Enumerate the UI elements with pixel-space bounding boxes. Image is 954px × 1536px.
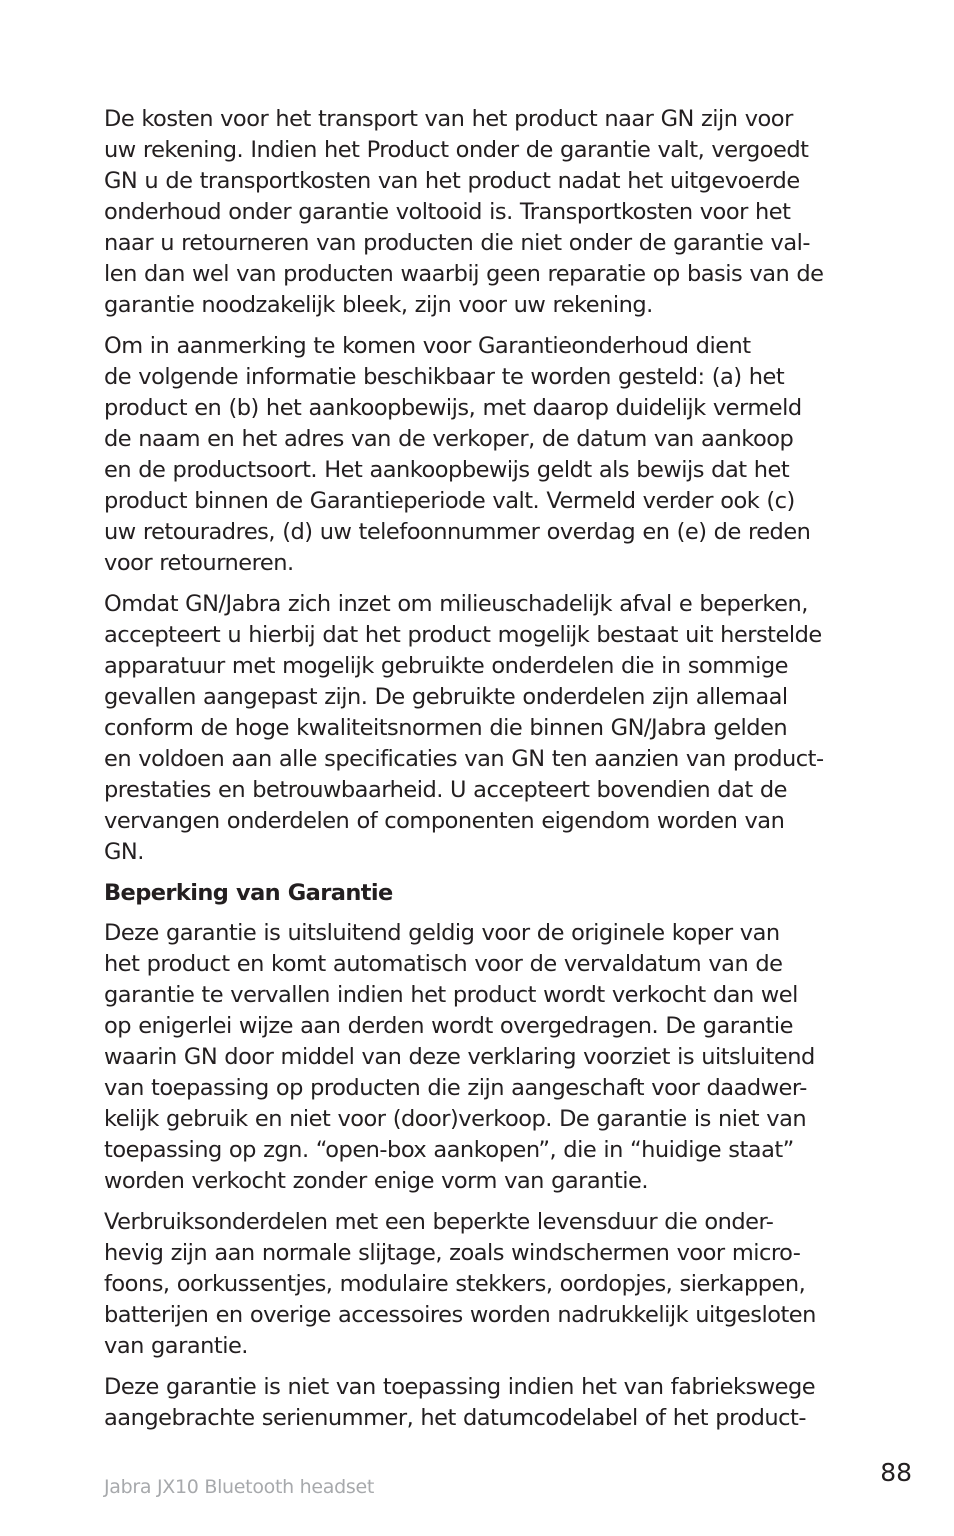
text-line: conform de hoge kwaliteitsnormen die binnen GN/Jabra gelden xyxy=(104,715,788,741)
text-line: len dan wel van producten waarbij geen reparatie op basis van de xyxy=(104,261,824,287)
text-line: van toepassing op producten die zijn aangeschaft voor daadwer- xyxy=(104,1075,807,1101)
text-line: de naam en het adres van de verkoper, de datum van aankoop xyxy=(104,426,794,452)
text-line: product en (b) het aankoopbewijs, met daarop duidelijk vermeld xyxy=(104,395,802,421)
text-line: accepteert u hierbij dat het product mogelijk bestaat uit herstelde xyxy=(104,622,822,648)
paragraph xyxy=(104,1372,849,1434)
text-line: voor retourneren. xyxy=(104,550,294,576)
paragraph-group-1 xyxy=(104,104,849,868)
paragraph xyxy=(104,331,849,579)
section-heading: Beperking van Garantie xyxy=(104,880,393,906)
text-line: apparatuur met mogelijk gebruikte onderdelen die in sommige xyxy=(104,653,788,679)
text-line: Omdat GN/Jabra zich inzet om milieuschadelijk afval e beperken, xyxy=(104,591,808,617)
text-line: onderhoud onder garantie voltooid is. Transportkosten voor het xyxy=(104,199,791,225)
paragraph-group-2 xyxy=(104,918,849,1434)
text-line: toepassing op zgn. “open-box aankopen”, die in “huidige staat” xyxy=(104,1137,794,1163)
text-line: en de productsoort. Het aankoopbewijs geldt als bewijs dat het xyxy=(104,457,790,483)
text-line: GN. xyxy=(104,839,144,865)
text-line: Deze garantie is uitsluitend geldig voor de originele koper van xyxy=(104,920,780,946)
text-line: het product en komt automatisch voor de vervaldatum van de xyxy=(104,951,783,977)
text-line: Om in aanmerking te komen voor Garantieonderhoud dient xyxy=(104,333,751,359)
text-line: uw retouradres, (d) uw telefoonnummer overdag en (e) de reden xyxy=(104,519,811,545)
text-line: batterijen en overige accessoires worden nadrukkelijk uitgesloten xyxy=(104,1302,816,1328)
text-line: op enigerlei wijze aan derden wordt overgedragen. De garantie xyxy=(104,1013,793,1039)
text-line: foons, oorkussentjes, modulaire stekkers, oordopjes, sierkappen, xyxy=(104,1271,806,1297)
text-line: vervangen onderdelen of componenten eigendom worden van xyxy=(104,808,785,834)
text-line: kelijk gebruik en niet voor (door)verkoop. De garantie is niet van xyxy=(104,1106,807,1132)
text-line: naar u retourneren van producten die niet onder de garantie val- xyxy=(104,230,810,256)
text-line: waarin GN door middel van deze verklaring voorziet is uitsluitend xyxy=(104,1044,815,1070)
paragraph xyxy=(104,104,849,321)
paragraph xyxy=(104,589,849,868)
paragraph xyxy=(104,1207,849,1362)
text-line: prestaties en betrouwbaarheid. U accepteert bovendien dat de xyxy=(104,777,787,803)
text-line: uw rekening. Indien het Product onder de garantie valt, vergoedt xyxy=(104,137,809,163)
page-number: 88 xyxy=(880,1458,912,1487)
text-line: Deze garantie is niet van toepassing indien het van fabriekswege xyxy=(104,1374,816,1400)
text-line: aangebrachte serienummer, het datumcodelabel of het product- xyxy=(104,1405,806,1431)
footer-product-title: Jabra JX10 Bluetooth headset xyxy=(104,1476,374,1498)
text-line: De kosten voor het transport van het product naar GN zijn voor xyxy=(104,106,793,132)
text-line: en voldoen aan alle specificaties van GN ten aanzien van product- xyxy=(104,746,824,772)
text-line: hevig zijn aan normale slijtage, zoals windschermen voor micro- xyxy=(104,1240,801,1266)
text-line: GN u de transportkosten van het product nadat het uitgevoerde xyxy=(104,168,800,194)
body-text xyxy=(104,104,849,1444)
text-line: garantie te vervallen indien het product wordt verkocht dan wel xyxy=(104,982,798,1008)
text-line: gevallen aangepast zijn. De gebruikte onderdelen zijn allemaal xyxy=(104,684,788,710)
text-line: product binnen de Garantieperiode valt. Vermeld verder ook (c) xyxy=(104,488,795,514)
text-line: worden verkocht zonder enige vorm van garantie. xyxy=(104,1168,649,1194)
text-line: Verbruiksonderdelen met een beperkte levensduur die onder- xyxy=(104,1209,774,1235)
text-line: van garantie. xyxy=(104,1333,248,1359)
text-line: garantie noodzakelijk bleek, zijn voor uw rekening. xyxy=(104,292,653,318)
text-line: de volgende informatie beschikbaar te worden gesteld: (a) het xyxy=(104,364,785,390)
paragraph xyxy=(104,918,849,1197)
